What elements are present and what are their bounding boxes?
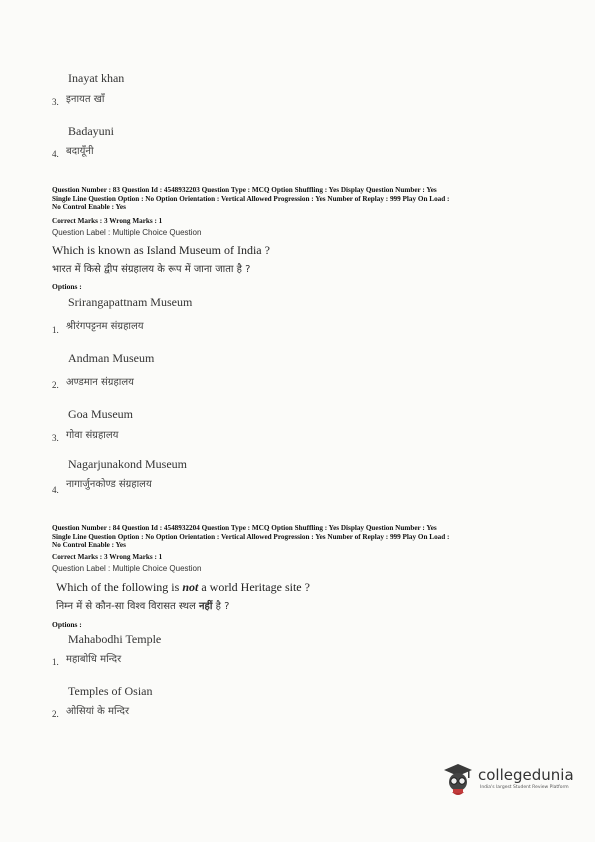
q83-option-4-number: 4. — [52, 485, 59, 495]
q83-option-4-hindi: नागार्जुनकोण्ड संग्रहालय — [66, 479, 152, 490]
options-heading: Options : — [52, 282, 82, 291]
question-text: निम्न में से कौन-सा विश्व विरासत स्थल — [56, 601, 199, 612]
meta-line: Single Line Question Option : No Option Orientation : Vertical Allowed Progression : Yes Number of Replay : 999 Play On Load : — [52, 194, 450, 203]
q83-option-1-hindi: श्रीरंगपट्टनम संग्रहालय — [66, 321, 144, 332]
option-4-english: Badayuni — [68, 124, 114, 138]
q83-option-3-number: 3. — [52, 433, 59, 443]
question-83-label: Question Label : Multiple Choice Question — [52, 228, 202, 237]
q83-option-1-number: 1. — [52, 325, 59, 335]
q83-option-2-english: Andman Museum — [68, 351, 155, 365]
emphasis-not: not — [182, 580, 199, 594]
meta-line: No Control Enable : Yes — [52, 541, 126, 550]
q84-option-2-number: 2. — [52, 709, 59, 719]
question-84-hindi — [56, 598, 229, 612]
q83-option-3-hindi: गोवा संग्रहालय — [66, 430, 119, 441]
question-text: a world Heritage site ? — [198, 580, 310, 594]
option-3-number: 3. — [52, 97, 59, 107]
question-text: है ? — [212, 601, 230, 612]
logo-name: collegedunia — [478, 766, 574, 784]
question-83-meta — [52, 186, 552, 212]
q83-option-1-english: Srirangapattnam Museum — [68, 295, 193, 309]
meta-line: Single Line Question Option : No Option Orientation : Vertical Allowed Progression : Yes Number of Replay : 999 Play On Load : — [52, 532, 450, 541]
q83-option-4-english: Nagarjunakond Museum — [68, 457, 187, 471]
question-83-hindi: भारत में किसे द्वीप संग्रहालय के रूप में जाना जाता है ? — [52, 264, 251, 275]
question-84-english — [56, 580, 310, 595]
question-84-label: Question Label : Multiple Choice Question — [52, 564, 202, 573]
question-83-marks: Correct Marks : 3 Wrong Marks : 1 — [52, 217, 163, 225]
meta-line: No Control Enable : Yes — [52, 203, 126, 212]
option-3-english: Inayat khan — [68, 71, 125, 85]
q84-option-1-number: 1. — [52, 657, 59, 667]
question-text: Which of the following is — [56, 580, 183, 594]
emphasis-nahin: नहीं — [198, 601, 213, 612]
q83-option-2-number: 2. — [52, 380, 59, 390]
options-heading: Options : — [52, 620, 82, 629]
q83-option-2-hindi: अण्डमान संग्रहालय — [66, 377, 134, 388]
q84-option-1-english: Mahabodhi Temple — [68, 632, 162, 646]
question-84-marks: Correct Marks : 3 Wrong Marks : 1 — [52, 553, 163, 561]
option-4-hindi: बदायूँनी — [66, 146, 94, 157]
q84-option-1-hindi: महाबोधि मन्दिर — [66, 654, 122, 665]
question-83-english: Which is known as Island Museum of India ? — [52, 243, 270, 257]
q84-option-2-hindi: ओसियां के मन्दिर — [66, 706, 130, 717]
q84-option-2-english: Temples of Osian — [68, 684, 153, 698]
collegedunia-logo — [440, 760, 575, 800]
meta-line: Question Number : 84 Question Id : 4548932204 Question Type : MCQ Option Shuffling : Yes Display Question Number : Yes — [52, 524, 437, 532]
q83-option-3-english: Goa Museum — [68, 407, 133, 421]
question-84-meta — [52, 524, 552, 550]
option-3-hindi: इनायत खाँ — [66, 94, 105, 105]
option-4-number: 4. — [52, 149, 59, 159]
logo-tagline: India's largest Student Review Platform — [480, 785, 569, 790]
graduate-mascot-icon — [440, 760, 476, 800]
meta-line: Question Number : 83 Question Id : 4548932203 Question Type : MCQ Option Shuffling : Yes Display Question Number : Yes — [52, 186, 437, 194]
